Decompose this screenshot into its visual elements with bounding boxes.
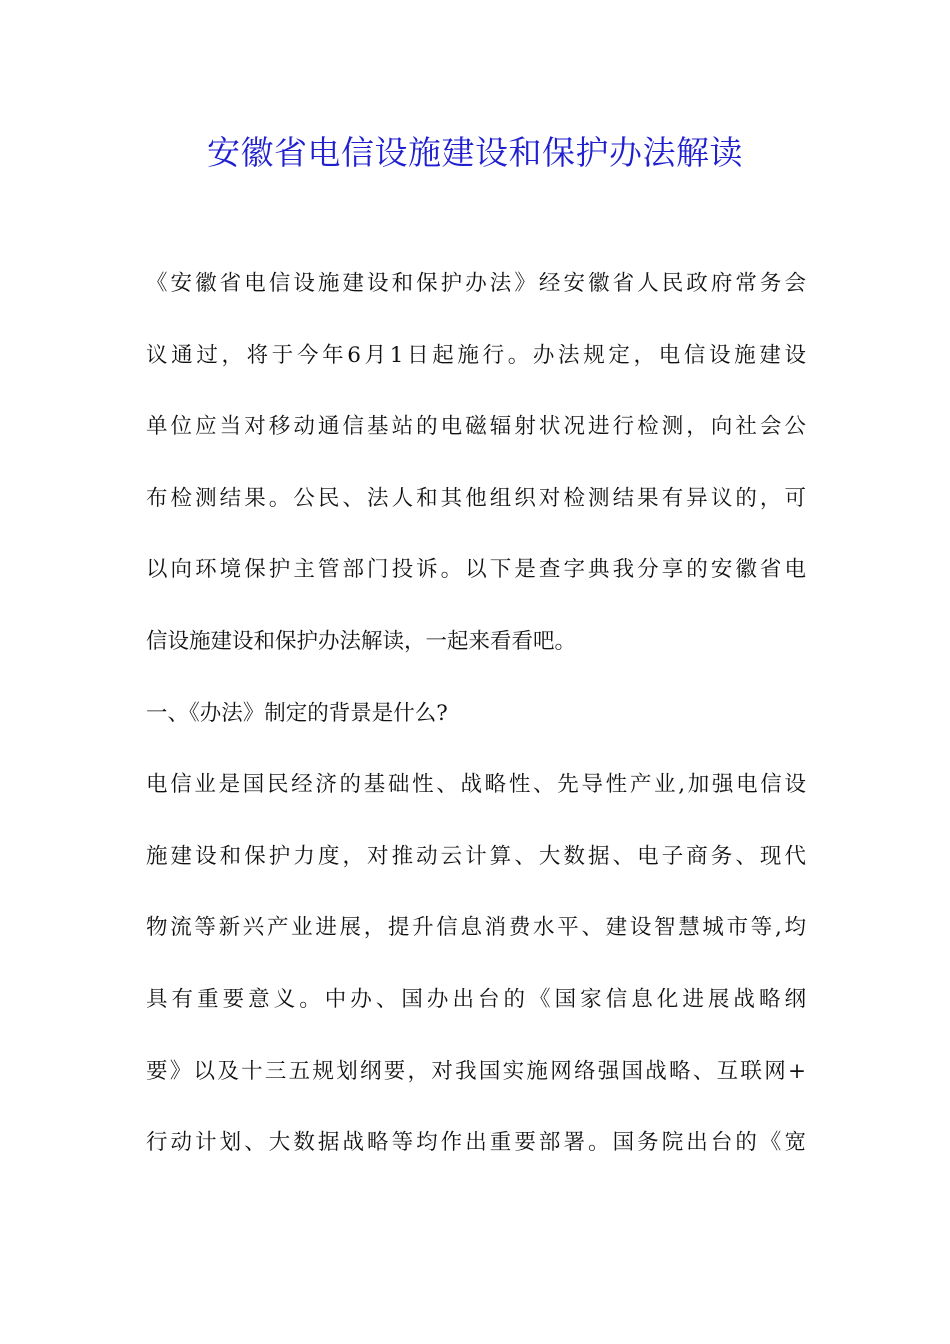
document-title: 安徽省电信设施建设和保护办法解读 [207,133,743,172]
text-line: 布检测结果。公民、法人和其他组织对检测结果有异议的，可 [146,485,806,511]
text-line: 议通过，将于今年6月1日起施行。办法规定，电信设施建设 [146,342,806,368]
text-line: 信设施建设和保护办法解读，一起来看看吧。 [146,628,577,654]
text-line: 电信业是国民经济的基础性、战略性、先导性产业,加强电信设 [146,772,806,798]
text-line: 要》以及十三五规划纲要，对我国实施网络强国战略、互联网+ [146,1058,806,1084]
text-line: 施建设和保护力度，对推动云计算、大数据、电子商务、现代 [146,843,806,869]
text-line: 《安徽省电信设施建设和保护办法》经安徽省人民政府常务会 [146,271,806,296]
text-line: 以向环境保护主管部门投诉。以下是查字典我分享的安徽省电 [146,557,806,583]
section-heading: 一、《办法》制定的背景是什么? [146,700,448,726]
document-body [146,258,806,1189]
text-line: 行动计划、大数据战略等均作出重要部署。国务院出台的《宽 [146,1130,806,1156]
text-line: 单位应当对移动通信基站的电磁辐射状况进行检测，向社会公 [146,414,806,440]
text-line: 物流等新兴产业进展，提升信息消费水平、建设智慧城市等,均 [146,915,806,941]
text-line: 具有重要意义。中办、国办出台的《国家信息化进展战略纲 [146,986,806,1012]
